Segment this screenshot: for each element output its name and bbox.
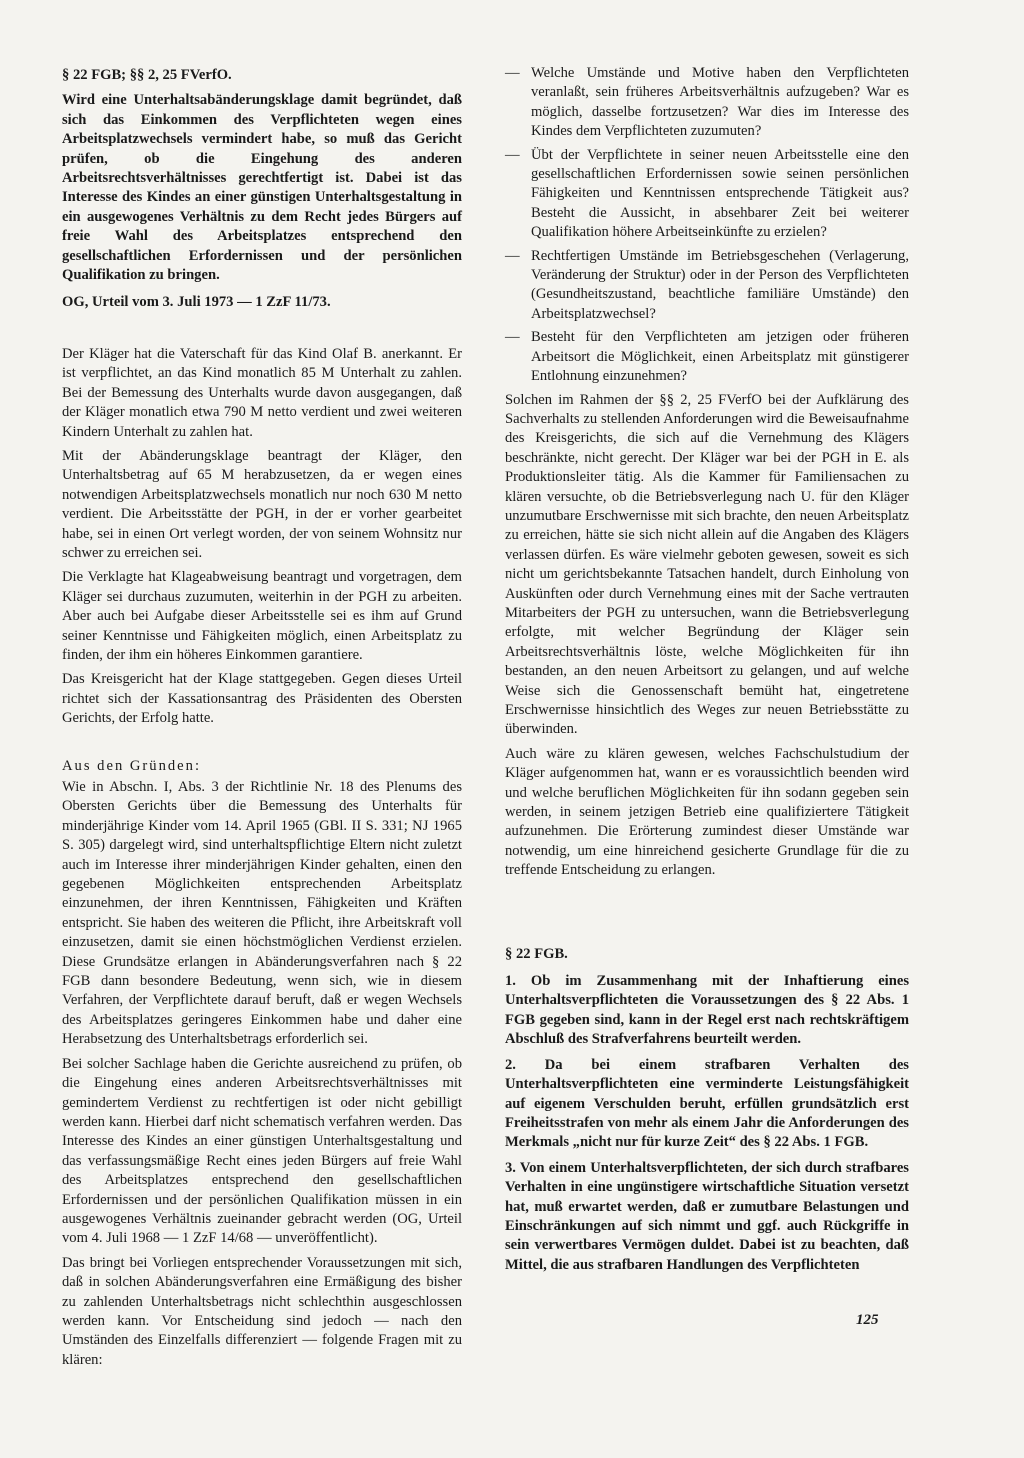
reasons-paragraph-2: Bei solcher Sachlage haben die Gerichte ausreichend zu prüfen, ob die Eingehung eines anderen Arbeitsrechtsverhältnisses mit gemindertem Verdienst zu rechtfertigen ist oder nicht gebilligt werden kann. Hierbei darf nicht schematisch verfahren werden. Das Interesse des Kindes an einer günstigen Unterhaltsgestaltung und das verfassungsmäßige Recht eines jeden Bürgers auf freie Wahl des Arbeitsplatzes entsprechend den gesellschaftlichen Erfordernissen und der persönlichen Qualifikation müssen in ein ausgewogenes Verhältnis zueinander gebracht werden (OG, Urteil vom 4. Juli 1968 — 1 ZzF 14/68 — unveröffentlicht). — [62, 1055, 462, 1247]
reasons-paragraph-4: Solchen im Rahmen der §§ 2, 25 FVerfO bei der Aufklärung des Sachverhalts zu stellenden Anforderungen wird die Beweisaufnahme des Kreisgerichts, die sich auf die Vernehmung des Klägers beschränkte, nicht gerecht. Der Kläger war bei der PGH in E. als Produktionsleiter tätig. Als die Kammer für Familiensachen zu klären versuchte, ob die Betriebsverlegung nach U. für den Kläger unzumutbare Erschwernisse mit sich brachte, den neuen Arbeitsplatz zu erreichen, hätte sie sich nicht allein auf die Angaben des Klägers verlassen dürfen. Es wäre vielmehr geboten gewesen, soweit es sich nicht um gerichtsbekannte Tatsachen handelt, durch Einholung von Auskünften oder durch Vernehmung eines mit der Sache vertrauten Mitarbeiters der PGH zu untersuchen, wann die Betriebsverlegung erfolgte, mit welcher Begründung der Kläger sein Arbeitsrechtsverhältnis löste, welche Möglichkeiten für ihn bestanden, an den neuen Arbeitsort zu gelangen, und auf welche Weise sich die Genossenschaft bemüht hat, eingetretene Erschwernisse hinsichtlich des Weges zur neuen Betriebsstätte zu überwinden. — [505, 391, 909, 738]
question-item: — Welche Umstände und Motive haben den Verpflichteten veranlaßt, sein früheres Arbeitsverhältnis aufzugeben? War es möglich, dasselbe fortzusetzen? War dies im Interesse des Kindes dem Verpflichteten zuzumuten? — [505, 64, 909, 142]
left-column — [62, 64, 462, 1375]
facts-paragraph-1: Der Kläger hat die Vaterschaft für das Kind Olaf B. anerkannt. Er ist verpflichtet, an das Kind monatlich 85 M Unterhalt zu zahlen. Bei der Bemessung des Unterhalts wurde davon ausgegangen, daß der Kläger monatlich etwa 790 M netto verdient und zwei weiteren Kindern Unterhalt zu zahlen hat. — [62, 345, 462, 440]
page-number: 125 — [856, 1312, 879, 1328]
right-column — [505, 64, 909, 1281]
question-item: — Rechtfertigen Umstände im Betriebsgeschehen (Verlagerung, Veränderung der Struktur) oder in der Person des Verpflichteten (Gesundheitszustand, beachtliche familiäre Umstände) den Arbeitsplatzwechsel? — [505, 247, 909, 325]
facts-paragraph-2: Mit der Abänderungsklage beantragt der Kläger, den Unterhaltsbetrag auf 65 M herabzusetzen, da er wegen eines notwendigen Arbeitsplatzwechsels monatlich nur noch 630 M netto verdient. Die Arbeitsstätte der PGH, in der er vorher gearbeitet habe, sei in einen Ort verlegt worden, der von seinem Wohnsitz nur schwer zu erreichen sei. — [62, 447, 462, 561]
second-section-heading: § 22 FGB. — [505, 945, 568, 962]
section-heading: § 22 FGB; §§ 2, 25 FVerfO. — [62, 67, 232, 83]
reasons-paragraph-5: Auch wäre zu klären gewesen, welches Fachschulstudium der Kläger aufgenommen hat, wann er es voraussichtlich beenden wird und welche beruflichen Möglichkeiten für ihn sodann gegeben sein werden, in seinem jetzigen Betrieb eine qualifiziertere Tätigkeit aufzunehmen. Die Erörterung zumindest dieser Umstände war notwendig, um eine hinreichend gesicherte Grundlage für die zu treffende Entscheidung zu erlangen. — [505, 745, 909, 879]
question-item: — Übt der Verpflichtete in seiner neuen Arbeitsstelle eine den gesellschaftlichen Erfordernissen sowie seinen persönlichen Fähigkeiten und Kenntnissen entsprechende Tätigkeit aus? Besteht die Aussicht, in absehbarer Zeit bei weiterer Qualifikation höhere Arbeitseinkünfte zu erzielen? — [505, 146, 909, 243]
facts-paragraph-3: Die Verklagte hat Klageabweisung beantragt und vorgetragen, dem Kläger sei durchaus zuzumuten, weiterhin in der PGH zu arbeiten. Aber auch bei Aufgabe dieser Arbeitsstelle sei es ihm auf Grund seiner Kenntnisse und Fähigkeiten möglich, einen Arbeitsplatz zu finden, der ihm ein höheres Einkommen garantiere. — [62, 569, 462, 663]
leitsatz-item-2: 2. Da bei einem strafbaren Verhalten des Unterhaltsverpflichteten eine verminderte Leistungsfähigkeit auf eigenem Verschulden beruht, erfüllen grundsätzlich erst Freiheitsstrafen von mehr als einem Jahr die Anforderungen des Merkmals „nicht nur für kurze Zeit“ des § 22 Abs. 1 FGB. — [505, 1056, 909, 1151]
court-citation: OG, Urteil vom 3. Juli 1973 — 1 ZzF 11/73. — [62, 294, 331, 311]
reasons-paragraph-3: Das bringt bei Vorliegen entsprechender Voraussetzungen mit sich, daß in solchen Abänderungsverfahren eine Ermäßigung des bisher zu zahlenden Unterhaltsbetrags nicht schlechthin ausgeschlossen werden kann. Vor Entscheidung sind jedoch — nach den Umständen des Einzelfalls differenziert — folgende Fragen mit zu klären: — [62, 1254, 462, 1368]
question-list — [505, 64, 909, 387]
facts-paragraph-4: Das Kreisgericht hat der Klage stattgegeben. Gegen dieses Urteil richtet sich der Kassationsantrag des Präsidenten des Obersten Gerichts, der Erfolg hatte. — [62, 671, 462, 727]
reasons-paragraph-1: Wie in Abschn. I, Abs. 3 der Richtlinie Nr. 18 des Plenums des Obersten Gerichts über die Bemessung des Unterhalts für minderjährige Kinder vom 14. April 1965 (GBl. II S. 331; NJ 1965 S. 305) dargelegt wird, sind unterhaltspflichtige Eltern nicht zuletzt auch im Interesse ihrer minderjährigen Kinder gehalten, einen den gegebenen Möglichkeiten entsprechenden Arbeitsplatz einzunehmen, der ihren Kenntnissen, Fähigkeiten und Kräften entspricht. Sie haben des weiteren die Pflicht, ihre Arbeitskraft voll einzusetzen, damit sie einen höchstmöglichen Verdienst erzielen. Diese Grundsätze erlangen in Abänderungsverfahren nach § 22 FGB dann besondere Bedeutung, wenn sich, wie in diesem Verfahren, der Verpflichtete darauf beruft, daß er wegen Wechsels des Arbeitsplatzes geringeres Einkommen habe und daher eine Herabsetzung des Unterhaltsbetrags erforderlich sei. — [62, 779, 462, 1048]
reasons-heading: Aus den Gründen: — [62, 757, 202, 774]
question-item: — Besteht für den Verpflichteten am jetzigen oder früheren Arbeitsort die Möglichkeit, einen Arbeitsplatz mit günstigerer Entlohnung einzunehmen? — [505, 328, 909, 386]
leitsatz-item-3: 3. Von einem Unterhaltsverpflichteten, der sich durch strafbares Verhalten in eine ungünstigere wirtschaftliche Situation versetzt hat, muß erwartet werden, daß er zumutbare Belastungen und Einschränkungen auf sich nimmt und ggf. auch Rückgriffe in sein verwertbares Vermögen duldet. Dabei ist zu beachten, daß Mittel, die aus strafbaren Handlungen des Verpflichteten — [505, 1159, 909, 1273]
leitsatz-item-1: 1. Ob im Zusammenhang mit der Inhaftierung eines Unterhaltsverpflichteten die Voraussetzungen des § 22 Abs. 1 FGB gegeben sind, kann in der Regel erst nach rechtskräftigem Abschluß des Strafverfahrens beurteilt werden. — [505, 973, 909, 1048]
leitsatz: Wird eine Unterhaltsabänderungsklage damit begründet, daß sich das Einkommen des Verpflichteten wegen eines Arbeitsplatzwechsels vermindert habe, so muß das Gericht prüfen, ob die Eingehung des anderen Arbeitsrechtsverhältnisses gerechtfertigt ist. Dabei ist das Interesse des Kindes an einer günstigen Unterhaltsgestaltung in ein ausgewogenes Verhältnis zu dem Recht jedes Bürgers auf freie Wahl des Arbeitsplatzes entsprechend den gesellschaftlichen Erfordernissen und der persönlichen Qualifikation zu bringen. — [62, 92, 462, 284]
